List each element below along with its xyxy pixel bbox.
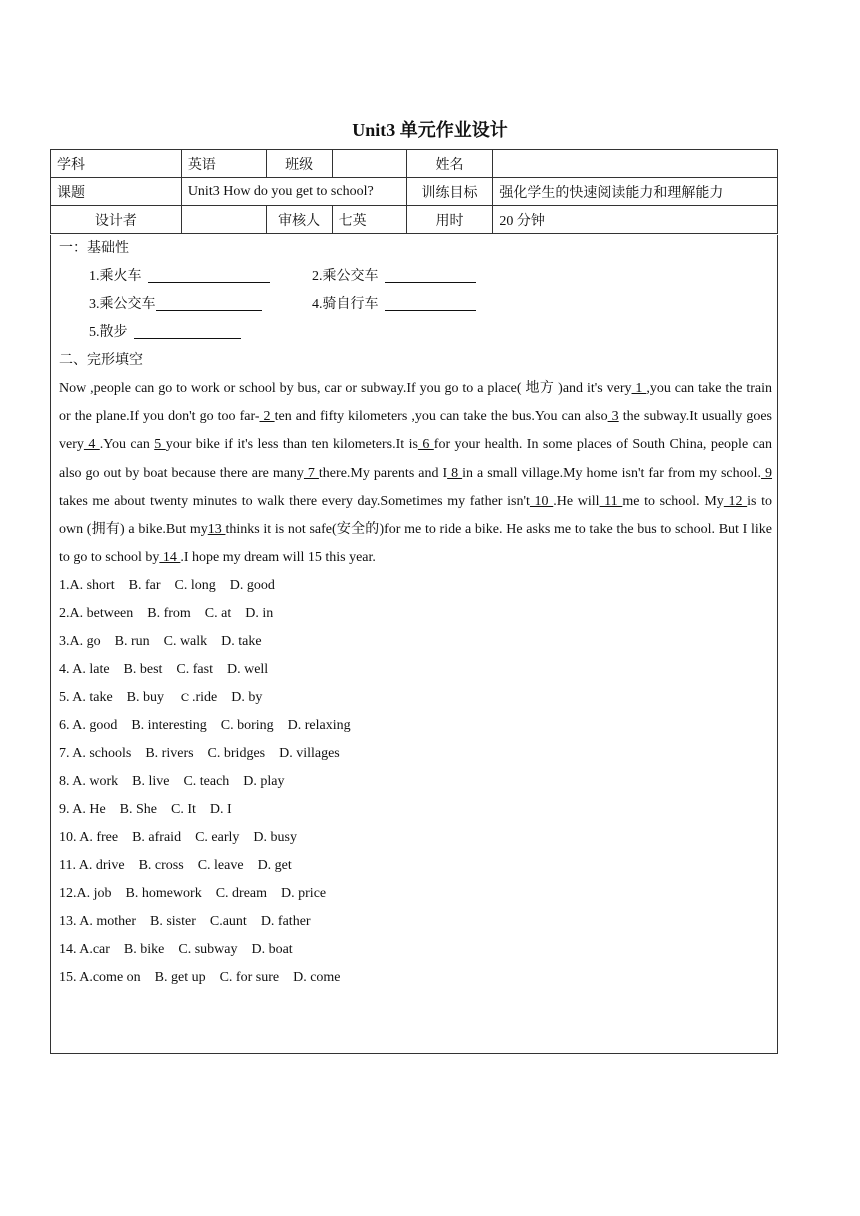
option-line: 5. A. take B. buy ｃ.ride D. by [59,690,263,706]
cloze-passage: Now ,people can go to work or school by bus, car or subway.If you go to a place( 地方 )and it's very 1 ,you can take the train or the plane.If you don't go too far- 2 ten and fifty kilometers ,you can take the bus.You can also 3 the subway.It usually goes very 4 .You can 5 your bike if it's less than ten kilometers.It is 6 for your health. In some places of South China, people can also go out by boat because there are many 7 there.My parents and I 8 in a small village.My home isn't far from my school. 9 takes me about twenty minutes to walk there every day.Sometimes my father isn't 10 .He will 11 me to school. My 12 is to own (拥有) a bike.But my13 thinks it is not safe(安全的)for me to ride a bike. He asks me to take the bus to school. But I like to go to school by 14 .I hope my dream will 15 this year. [59,381,773,566]
blank-11: 11 [599,493,623,509]
vocab-row-1 [59,263,772,291]
answer-blank [148,267,270,283]
option-line: 7. A. schools B. rivers C. bridges D. villages [59,746,340,762]
vocab-item [312,263,536,291]
subject-label: 学科 [51,150,182,178]
vocab-label: 1.乘火车 [89,269,142,284]
designer-label: 设计者 [51,206,182,234]
blank-2: 2 [259,409,275,425]
vocab-row-3 [59,319,772,347]
topic-value: Unit3 How do you get to school? [181,178,406,206]
blank-4: 4 [83,437,100,453]
info-table [50,149,778,234]
option-line: 8. A. work B. live C. teach D. play [59,774,285,790]
name-label: 姓名 [406,150,493,178]
blank-10: 10 [529,493,554,509]
blank-5: 5 [154,437,166,453]
answer-blank [385,295,476,311]
info-row-2 [51,178,778,206]
blank-9: 9 [761,465,773,481]
option-line: 4. A. late B. best C. fast D. well [59,662,269,678]
vocab-item [312,291,536,319]
option-line: 3.A. go B. run C. walk D. take [59,634,262,650]
blank-1: 1 [631,381,647,396]
time-value: 20 分钟 [493,206,778,234]
section2-heading: 二、完形填空 [59,353,143,368]
vocab-row-2 [59,291,772,319]
vocab-item [59,291,312,319]
page-title: Unit3 单元作业设计 [352,120,508,140]
vocab-label: 4.骑自行车 [312,297,379,312]
designer-value [181,206,266,234]
option-line: 13. A. mother B. sister C.aunt D. father [59,914,311,930]
content [59,235,772,992]
blank-3: 3 [607,409,619,425]
option-line: 11. A. drive B. cross C. leave D. get [59,858,292,874]
option-line: 14. A.car B. bike C. subway D. boat [59,942,293,958]
blank-13: 13 [207,522,226,538]
section1-heading: 一：基础性 [59,241,129,256]
topic-label: 课题 [51,178,182,206]
blank-12: 12 [723,493,748,509]
reviewer-value: 七英 [332,206,406,234]
vocab-label: 2.乘公交车 [312,269,379,284]
subject-value: 英语 [181,150,266,178]
vocab-item [59,263,312,291]
answer-blank [385,267,476,283]
option-line: 9. A. He B. She C. It D. I [59,802,232,818]
class-label: 班级 [266,150,332,178]
option-line: 1.A. short B. far C. long D. good [59,578,275,594]
answer-blank [134,323,241,339]
blank-8: 8 [447,465,463,481]
goal-label: 训练目标 [406,178,493,206]
blank-14: 14 [159,550,181,566]
options-list [59,572,772,992]
option-line: 10. A. free B. afraid C. early D. busy [59,830,297,846]
class-value [332,150,406,178]
blank-6: 6 [417,437,434,453]
vocab-label: 3.乘公交车 [89,297,156,312]
option-line: 12.A. job B. homework C. dream D. price [59,886,327,902]
option-line: 15. A.come on B. get up C. for sure D. come [59,970,341,986]
info-row-3 [51,206,778,234]
goal-value: 强化学生的快速阅读能力和理解能力 [493,178,778,206]
name-value [493,150,778,178]
option-line: 6. A. good B. interesting C. boring D. relaxing [59,718,351,734]
time-label: 用时 [406,206,493,234]
info-row-1 [51,150,778,178]
option-line: 2.A. between B. from C. at D. in [59,606,274,622]
answer-blank [156,295,262,311]
reviewer-label: 审核人 [266,206,332,234]
vocab-label: 5.散步 [89,325,128,340]
blank-7: 7 [303,465,319,481]
